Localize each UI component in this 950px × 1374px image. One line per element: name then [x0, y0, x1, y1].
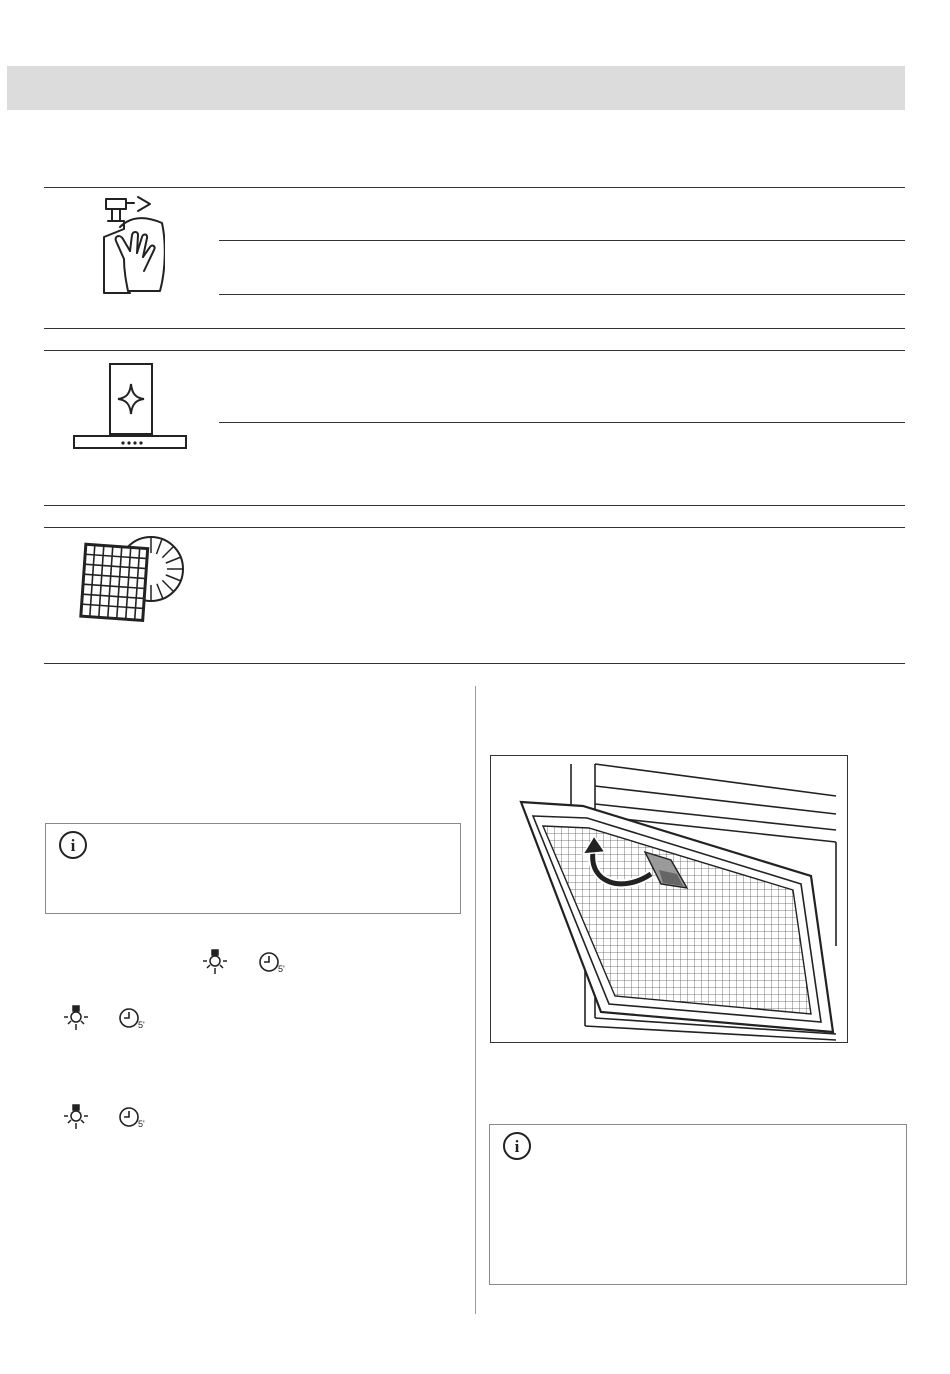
section-header-bar — [7, 66, 905, 110]
info-icon — [502, 1131, 532, 1161]
timer-5-minute-icon — [258, 950, 286, 981]
svg-text:i: i — [514, 1137, 520, 1156]
svg-text:i: i — [70, 836, 76, 855]
table-row-rule — [219, 240, 905, 241]
light-icon — [201, 949, 229, 982]
timer-5-minute-icon — [118, 1006, 146, 1037]
timer-5-minute-icon — [118, 1105, 146, 1136]
table-rule — [44, 527, 905, 528]
table-rule — [44, 505, 905, 506]
filter-removal-illustration — [490, 755, 848, 1043]
svg-text:5': 5' — [138, 1119, 145, 1129]
grease-charcoal-filter-icon — [78, 530, 188, 625]
table-rule — [44, 328, 905, 329]
table-rule — [44, 350, 905, 351]
svg-text:5': 5' — [138, 1020, 145, 1030]
column-divider — [475, 686, 476, 1314]
hood-sparkle-icon — [70, 360, 190, 455]
table-rule — [44, 663, 905, 664]
info-icon — [58, 830, 88, 860]
info-note-box — [45, 823, 461, 914]
info-note-box — [489, 1124, 907, 1285]
table-row-rule — [219, 422, 905, 423]
table-row-rule — [219, 294, 905, 295]
table-rule — [44, 187, 905, 188]
light-icon — [62, 1005, 90, 1038]
light-icon — [62, 1104, 90, 1137]
svg-text:5': 5' — [278, 964, 285, 974]
spray-bottle-cloth-icon — [90, 193, 165, 298]
